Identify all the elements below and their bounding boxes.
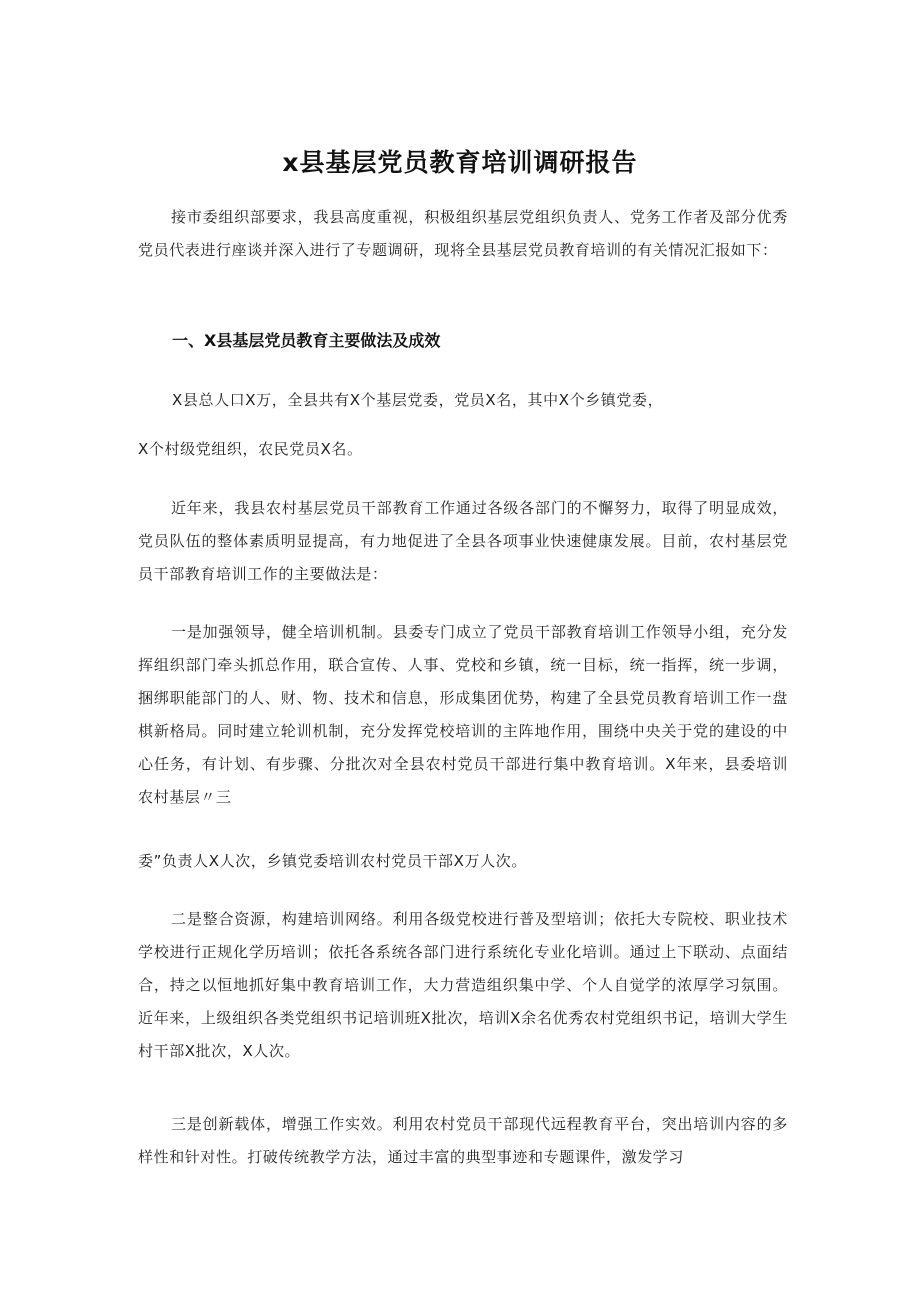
point-one-paragraph: 一是加强领导，健全培训机制。县委专门成立了党员干部教育培训工作领导小组，充分发挥组织部门牵头抓总作用，联合宣传、人事、党校和乡镇，统一目标，统一指挥，统一步调，捆绑职能部门的人、财、物、技术和信息，形成集团优势，构建了全县党员教育培训工作一盘棋新格局。同时建立轮训机制，充分发挥党校培训的主阵地作用，围绕中央关于党的建设的中心任务，有计划、有步骤、分批次对全县农村党员干部进行集中教育培训。X年来，县委培训农村基层〃三	[138, 623, 788, 806]
section-heading: 一、X县基层党员教育主要做法及成效	[172, 331, 441, 350]
recent-years-paragraph: 近年来，我县农村基层党员干部教育工作通过各级各部门的不懈努力，取得了明显成效，党员队伍的整体素质明显提高，有力地促进了全县各项事业快速健康发展。目前，农村基层党员干部教育培训工作的主要做法是：	[138, 499, 788, 583]
stats-line-2: X个村级党组织，农民党员X名。	[138, 440, 363, 458]
point-one-tail: 委”负责人X人次，乡镇党委培训农村党员干部X万人次。	[138, 852, 527, 870]
point-three-paragraph: 三是创新载体，增强工作实效。利用农村党员干部现代远程教育平台，突出培训内容的多样性和针对性。打破传统教学方法，通过丰富的典型事迹和专题课件，激发学习	[138, 1115, 788, 1166]
stats-line-1: X县总人口X万，全县共有X个基层党委，党员X名，其中X个乡镇党委，	[172, 391, 664, 409]
intro-paragraph: 接市委组织部要求，我县高度重视，积极组织基层党组织负责人、党务工作者及部分优秀党员代表进行座谈并深入进行了专题调研，现将全县基层党员教育培训的有关情况汇报如下：	[138, 208, 788, 259]
point-two-paragraph: 二是整合资源，构建培训网络。利用各级党校进行普及型培训；依托大专院校、职业技术学校进行正规化学历培训；依托各系统各部门进行系统化专业化培训。通过上下联动、点面结合，持之以恒地抓好集中教育培训工作，大力营造组织集中学、个人自觉学的浓厚学习氛围。近年来，上级组织各类党组织书记培训班X批次，培训X余名优秀农村党组织书记，培训大学生村干部X批次，X人次。	[138, 910, 788, 1060]
document-title: x县基层党员教育培训调研报告	[282, 148, 638, 177]
